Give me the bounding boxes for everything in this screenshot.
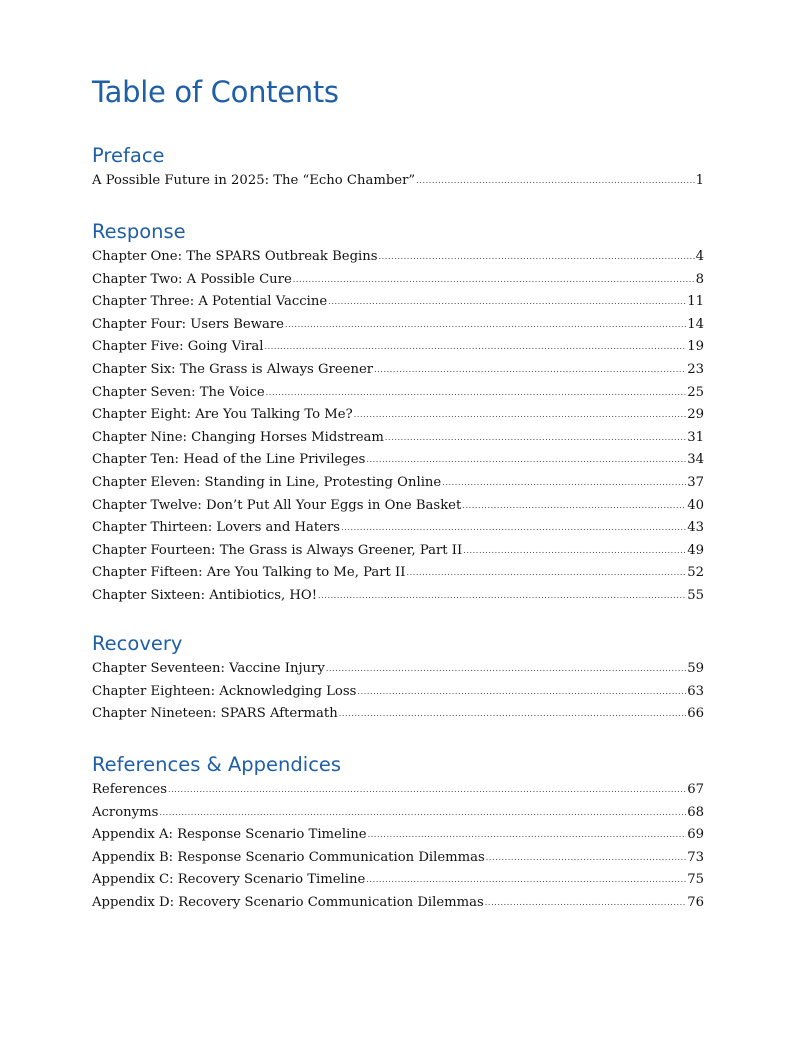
dot-leader xyxy=(366,869,686,892)
dot-leader xyxy=(326,658,686,681)
toc-entry-page-number[interactable]: 68 xyxy=(687,804,704,820)
toc-entry-page-number[interactable]: 73 xyxy=(687,849,704,865)
toc-entry-label[interactable]: Chapter Two: A Possible Cure xyxy=(92,271,292,287)
toc-entry-label[interactable]: Appendix D: Recovery Scenario Communication Dilemmas xyxy=(92,894,484,910)
toc-entry-label[interactable]: Chapter Nineteen: SPARS Aftermath xyxy=(92,706,338,722)
toc-entry-label[interactable]: Appendix B: Response Scenario Communication Dilemmas xyxy=(92,849,485,865)
toc-entry-page-number[interactable]: 14 xyxy=(687,316,704,332)
toc-entry-page-number[interactable]: 66 xyxy=(687,706,704,722)
toc-entry[interactable] xyxy=(92,359,704,382)
dot-leader xyxy=(357,681,686,704)
toc-entry[interactable] xyxy=(92,681,704,704)
toc-entry-label[interactable]: Chapter Ten: Head of the Line Privileges xyxy=(92,452,366,468)
toc-entry-label[interactable]: Chapter Fifteen: Are You Talking to Me, Part II xyxy=(92,565,406,581)
toc-entry-page-number[interactable]: 76 xyxy=(687,894,704,910)
dot-leader xyxy=(318,585,686,608)
toc-entry[interactable] xyxy=(92,427,704,450)
toc-entry-list xyxy=(92,658,704,726)
toc-entry[interactable] xyxy=(92,382,704,405)
dot-leader xyxy=(285,314,686,337)
toc-entry-label[interactable]: A Possible Future in 2025: The “Echo Chamber” xyxy=(92,173,416,188)
toc-entry[interactable] xyxy=(92,170,704,193)
toc-entry[interactable] xyxy=(92,562,704,585)
toc-entry-list xyxy=(92,246,704,608)
toc-entry[interactable] xyxy=(92,824,704,847)
toc-entry-label[interactable]: Chapter Seventeen: Vaccine Injury xyxy=(92,661,325,676)
page-title: Table of Contents xyxy=(92,75,339,109)
toc-entry-label[interactable]: References xyxy=(92,782,167,797)
toc-entry-page-number[interactable]: 23 xyxy=(687,361,704,377)
toc-entry-label[interactable]: Chapter Five: Going Viral xyxy=(92,339,264,355)
dot-leader xyxy=(328,291,686,314)
dot-leader xyxy=(341,517,686,540)
dot-leader xyxy=(406,562,686,585)
toc-entry-label[interactable]: Appendix C: Recovery Scenario Timeline xyxy=(92,872,366,888)
toc-entry[interactable] xyxy=(92,658,704,681)
toc-entry-page-number[interactable]: 8 xyxy=(695,271,704,287)
toc-entry-page-number[interactable]: 37 xyxy=(687,474,704,490)
toc-entry[interactable] xyxy=(92,517,704,540)
toc-entry-page-number[interactable]: 11 xyxy=(687,294,704,310)
toc-entry[interactable] xyxy=(92,802,704,825)
toc-entry-list xyxy=(92,170,704,193)
toc-entry-page-number[interactable]: 19 xyxy=(687,339,704,355)
toc-entry-label[interactable]: Chapter Eight: Are You Talking To Me? xyxy=(92,407,353,423)
dot-leader xyxy=(168,779,686,802)
toc-entry-page-number[interactable]: 4 xyxy=(695,249,704,264)
toc-entry[interactable] xyxy=(92,449,704,472)
toc-entry-label[interactable]: Chapter Thirteen: Lovers and Haters xyxy=(92,520,341,536)
dot-leader xyxy=(368,824,687,847)
toc-entry-page-number[interactable]: 59 xyxy=(687,661,704,676)
toc-entry-page-number[interactable]: 1 xyxy=(695,173,704,188)
toc-entry-page-number[interactable]: 69 xyxy=(687,827,704,843)
dot-leader xyxy=(354,404,687,427)
dot-leader xyxy=(416,170,694,193)
dot-leader xyxy=(462,495,686,518)
dot-leader xyxy=(339,703,687,726)
toc-entry-label[interactable]: Acronyms xyxy=(92,804,159,820)
toc-entry-list xyxy=(92,779,704,915)
dot-leader xyxy=(379,246,695,269)
dot-leader xyxy=(264,336,686,359)
toc-page xyxy=(92,74,704,910)
dot-leader xyxy=(374,359,686,382)
dot-leader xyxy=(486,847,686,870)
toc-entry-label[interactable]: Chapter Four: Users Beware xyxy=(92,316,284,332)
toc-entry-label[interactable]: Appendix A: Response Scenario Timeline xyxy=(92,827,367,843)
toc-section-recovery xyxy=(92,632,704,726)
toc-entry-label[interactable]: Chapter Eighteen: Acknowledging Loss xyxy=(92,683,357,699)
toc-section-references-appendices xyxy=(92,753,704,915)
dot-leader xyxy=(485,892,686,915)
toc-entry-label[interactable]: Chapter Nine: Changing Horses Midstream xyxy=(92,429,384,445)
toc-entry[interactable] xyxy=(92,291,704,314)
dot-leader xyxy=(293,269,695,292)
dot-leader xyxy=(442,472,686,495)
dot-leader xyxy=(366,449,686,472)
toc-entry-page-number[interactable]: 63 xyxy=(687,683,704,699)
toc-entry-label[interactable]: Chapter Twelve: Don’t Put All Your Eggs in One Basket xyxy=(92,497,462,513)
toc-entry-label[interactable]: Chapter Eleven: Standing in Line, Protesting Online xyxy=(92,474,442,490)
toc-section-preface xyxy=(92,144,704,193)
toc-entry-page-number[interactable]: 52 xyxy=(687,565,704,581)
toc-entry[interactable] xyxy=(92,779,704,802)
toc-entry-label[interactable]: Chapter Three: A Potential Vaccine xyxy=(92,294,328,310)
toc-entry-page-number[interactable]: 40 xyxy=(687,497,704,513)
toc-entry-page-number[interactable]: 67 xyxy=(687,782,704,797)
toc-entry-page-number[interactable]: 75 xyxy=(687,872,704,888)
toc-entry[interactable] xyxy=(92,869,704,892)
toc-entry[interactable] xyxy=(92,314,704,337)
toc-entry-page-number[interactable]: 43 xyxy=(687,520,704,536)
toc-entry-page-number[interactable]: 29 xyxy=(687,407,704,423)
toc-entry-page-number[interactable]: 31 xyxy=(687,429,704,445)
section-heading: Response xyxy=(92,220,186,243)
dot-leader xyxy=(385,427,686,450)
toc-entry[interactable] xyxy=(92,269,704,292)
toc-entry[interactable] xyxy=(92,892,704,915)
toc-entry[interactable] xyxy=(92,703,704,726)
section-heading: Preface xyxy=(92,144,165,167)
section-heading: References & Appendices xyxy=(92,753,342,776)
dot-leader xyxy=(463,540,686,563)
toc-entry-page-number[interactable]: 25 xyxy=(687,384,704,400)
dot-leader xyxy=(266,382,687,405)
toc-entry-label[interactable]: Chapter Sixteen: Antibiotics, HO! xyxy=(92,587,318,603)
toc-entry-page-number[interactable]: 34 xyxy=(687,452,704,468)
toc-entry[interactable] xyxy=(92,246,704,269)
toc-entry-label[interactable]: Chapter Fourteen: The Grass is Always Greener, Part II xyxy=(92,542,463,558)
toc-entry[interactable] xyxy=(92,472,704,495)
toc-entry[interactable] xyxy=(92,585,704,608)
toc-section-response xyxy=(92,220,704,608)
toc-entry-page-number[interactable]: 55 xyxy=(687,587,704,603)
toc-entry-label[interactable]: Chapter Seven: The Voice xyxy=(92,384,265,400)
toc-entry[interactable] xyxy=(92,336,704,359)
toc-entry[interactable] xyxy=(92,495,704,518)
toc-entry[interactable] xyxy=(92,404,704,427)
toc-entry-page-number[interactable]: 49 xyxy=(687,542,704,558)
dot-leader xyxy=(159,802,686,825)
section-heading: Recovery xyxy=(92,632,183,655)
toc-entry-label[interactable]: Chapter Six: The Grass is Always Greener xyxy=(92,361,374,377)
toc-entry[interactable] xyxy=(92,847,704,870)
toc-entry[interactable] xyxy=(92,540,704,563)
toc-entry-label[interactable]: Chapter One: The SPARS Outbreak Begins xyxy=(92,249,378,264)
